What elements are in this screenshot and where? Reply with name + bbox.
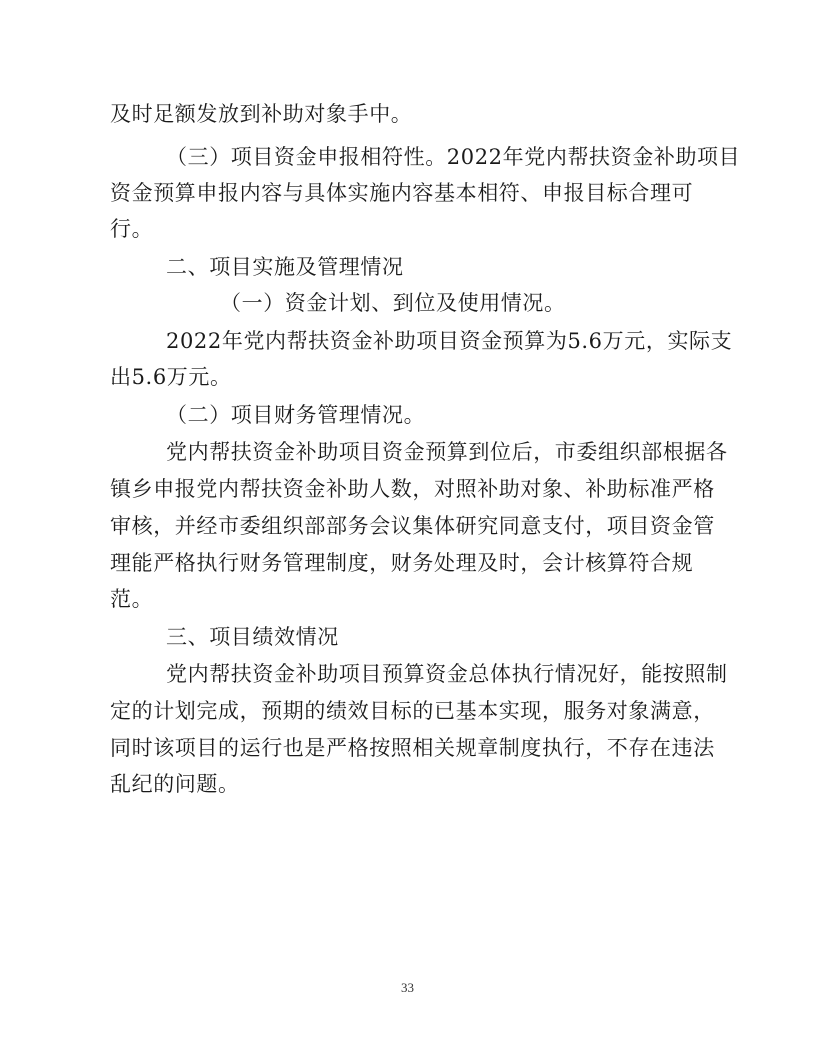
paragraph-line: 出5.6万元。: [110, 365, 232, 389]
paragraph-line: 定的计划完成，预期的绩效目标的已基本实现，服务对象满意，: [110, 699, 715, 723]
paragraph-line: 2022年党内帮扶资金补助项目资金预算为5.6万元，实际支: [166, 329, 733, 353]
paragraph-line: 审核，并经市委组织部部务会议集体研究同意支付，项目资金管: [110, 514, 715, 538]
paragraph-line: 党内帮扶资金补助项目预算资金总体执行情况好，能按照制: [166, 662, 728, 686]
paragraph-line: 理能严格执行财务管理制度，财务处理及时，会计核算符合规: [110, 551, 694, 575]
paragraph-line: 党内帮扶资金补助项目资金预算到位后，市委组织部根据各: [166, 440, 728, 464]
paragraph-line: 镇乡申报党内帮扶资金补助人数，对照补助对象、补助标准严格: [110, 477, 715, 501]
paragraph-line: 及时足额发放到补助对象手中。: [110, 102, 413, 126]
section-heading-3-main: 三、项目绩效情况: [166, 625, 339, 649]
paragraph-line: 资金预算申报内容与具体实施内容基本相符、申报目标合理可: [110, 181, 694, 205]
section-heading-2: 二、项目实施及管理情况: [166, 255, 404, 279]
subsection-heading-2: （二）项目财务管理情况。: [166, 403, 426, 427]
subsection-heading-1: （一）资金计划、到位及使用情况。: [220, 291, 566, 315]
paragraph-line: 范。: [110, 587, 154, 611]
paragraph-line: 同时该项目的运行也是严格按照相关规章制度执行，不存在违法: [110, 736, 715, 760]
paragraph-line: 行。: [110, 217, 154, 241]
page-number: 33: [401, 980, 414, 995]
paragraph-line: 乱纪的问题。: [110, 772, 240, 796]
section-heading-3: （三）项目资金申报相符性。2022年党内帮扶资金补助项目: [166, 145, 741, 169]
